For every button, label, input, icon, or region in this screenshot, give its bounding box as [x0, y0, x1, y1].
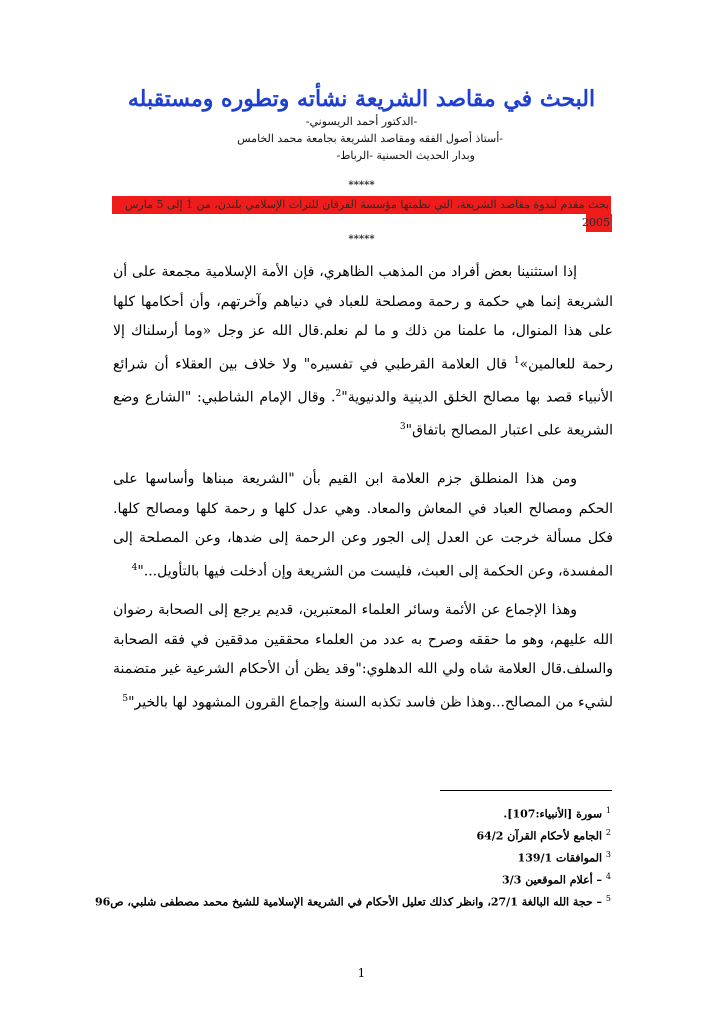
footnote-1-text: سورة [الأنبياء:107].: [503, 807, 603, 821]
footnote-divider: [440, 790, 612, 791]
footnote-2-text: الجامع لأحكام القرآن 64/2: [476, 829, 603, 843]
paragraph-2-text: ومن هذا المنطلق جزم العلامة ابن القيم بأن "الشريعة مبناها وأساسها على الحكم ومصالح العباد في المعاش والمعاد. وهي عدل كلها و رحمة كلها ومصالح كلها. فكل مسألة خرجت عن العدل إلى الجور وعن الرحمة إلى ضدها، وعن المصلحة إلى المفسدة، وعن الحكمة إلى العبث، فليست من الشريعة وإن أدخلت فيها بالتأويل...": [113, 471, 613, 580]
footnote-5-num: 5: [605, 894, 611, 903]
page-number: 1: [357, 966, 366, 980]
paragraph-3-text: وهذا الإجماع عن الأئمة وسائر العلماء المعتبرين، قديم يرجع إلى الصحابة رضوان الله عليهم، وهو ما حققه وصرح به عدد من العلماء محققين مدققين في فقه الصحابة والسلف.قال العلامة شاه ولي الله الدهلوي:"وقد يظن أن الأحكام الشرعية غير متضمنة لشيء من المصالح...وهذا ظن فاسد تكذبه السنة وإجماع القرون المشهود لها بالخير": [113, 602, 613, 711]
footnote-ref-3: 3: [399, 421, 406, 432]
footnote-ref-1: 1: [513, 355, 520, 366]
footnote-5-text: – حجة الله البالغة 27/1، وانظر كذلك تعليل الأحكام في الشريعة الإسلامية للشيخ محمد مصطفى شلبي، ص96: [94, 895, 603, 909]
paragraph-1-text-b: قال العلامة القرطبي في تفسيره" ولا خلاف بين العقلاء أن شرائع الأنبياء قصد بها مصالح الخلق الدينية والدنيوية": [113, 356, 614, 406]
conference-banner-text: بحث مقدم لندوة مقاصد الشريعة، التي نظمتها مؤسسة الفرقان للتراث الإسلامي بلندن، من 1 إلى 5 مارس: [124, 198, 609, 211]
conference-banner-year: [582, 214, 612, 232]
paragraph-1-text-c: . وقال الإمام الشاطبي: "الشارع وضع الشريعة على اعتبار المصالح باتفاق": [113, 389, 613, 439]
paragraph-3: [113, 596, 613, 718]
author-affiliation-1: -أستاذ أصول الفقه ومقاصد الشريعة بجامعة محمد الخامس: [237, 132, 503, 145]
footnote-5: [95, 890, 611, 912]
paragraph-2: [113, 465, 613, 587]
footnote-4: [502, 868, 611, 890]
paper-title: البحث في مقاصد الشريعة نشأته وتطوره ومستقبله: [127, 86, 596, 112]
footnote-4-num: 4: [605, 872, 611, 881]
footnote-2: [476, 824, 611, 846]
footnote-1: [503, 802, 611, 824]
separator-stars-top: *****: [348, 180, 375, 191]
footnote-3: [518, 846, 611, 868]
separator-stars-bottom: *****: [348, 234, 375, 245]
paragraph-1: [113, 258, 613, 446]
conference-banner: [112, 196, 611, 214]
footnote-3-num: 3: [605, 850, 611, 859]
footnote-ref-4: 4: [131, 562, 138, 573]
footnote-ref-5: 5: [122, 693, 129, 704]
footnote-ref-2: 2: [335, 388, 342, 399]
footnote-2-num: 2: [605, 828, 611, 837]
author-affiliation-2: وبدار الحديث الحسنية -الرباط-: [336, 149, 475, 162]
footnote-1-num: 1: [605, 806, 611, 815]
conference-banner-year-text: 2005: [582, 216, 610, 229]
author-name: -الدكتور أحمد الريسوني-: [305, 115, 418, 128]
footnote-3-text: الموافقات 139/1: [517, 851, 603, 865]
paragraph-1-text: إذا استثنينا بعض أفراد من المذهب الظاهري، فإن الأمة الإسلامية مجمعة على أن الشريعة إنما هي حكمة و رحمة ومصلحة للعباد في دنياهم وآخرتهم، وأن أحكامها كلها على هذا المنوال، ما علمنا من ذلك و ما لم نعلم.قال الله عز وجل «وما أرسلناك إلا رحمة للعالمين»: [113, 264, 613, 373]
footnote-4-text: – أعلام الموقعين 3/3: [502, 873, 603, 887]
